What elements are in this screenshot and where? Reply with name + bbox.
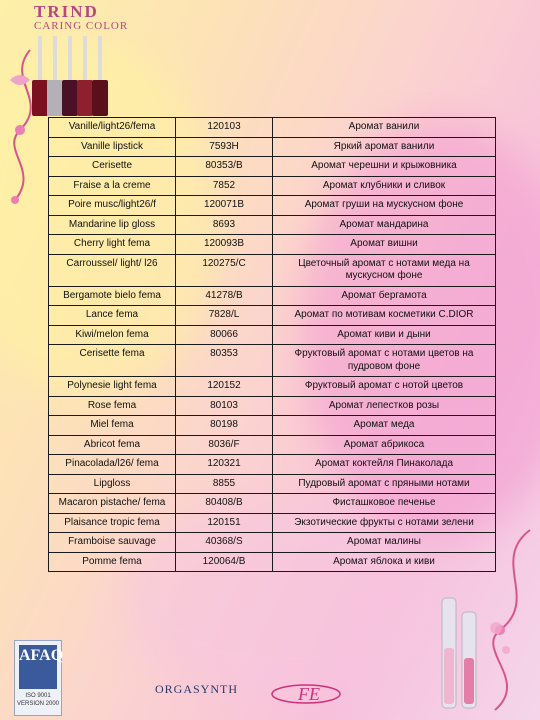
product-name-cell: Cerisette xyxy=(49,157,176,177)
product-code-cell: 120275/C xyxy=(176,254,273,286)
table-row xyxy=(49,235,496,255)
product-code-cell: 41278/B xyxy=(176,286,273,306)
product-name-cell: Pomme fema xyxy=(49,552,176,572)
afaq-logo xyxy=(14,640,62,716)
table-row xyxy=(49,435,496,455)
table-row xyxy=(49,137,496,157)
product-name-cell: Poire musc/light26/f xyxy=(49,196,176,216)
product-name-cell: Vanille lipstick xyxy=(49,137,176,157)
table-row xyxy=(49,513,496,533)
product-name-cell: Plaisance tropic fema xyxy=(49,513,176,533)
product-code-cell: 120321 xyxy=(176,455,273,475)
table-row xyxy=(49,176,496,196)
product-code-cell: 80353/B xyxy=(176,157,273,177)
aroma-description-cell: Аромат по мотивам косметики C.DIOR xyxy=(273,306,496,326)
product-code-cell: 120064/B xyxy=(176,552,273,572)
product-code-cell: 80103 xyxy=(176,396,273,416)
aroma-description-cell: Аромат меда xyxy=(273,416,496,436)
fragrance-table xyxy=(48,117,496,572)
aroma-description-cell: Аромат мандарина xyxy=(273,215,496,235)
aroma-description-cell: Аромат абрикоса xyxy=(273,435,496,455)
fe-logo xyxy=(268,678,358,710)
product-code-cell: 7828/L xyxy=(176,306,273,326)
aroma-description-cell: Аромат клубники и сливок xyxy=(273,176,496,196)
product-code-cell: 7593H xyxy=(176,137,273,157)
table-row xyxy=(49,396,496,416)
product-name-cell: Framboise sauvage xyxy=(49,533,176,553)
product-code-cell: 40368/S xyxy=(176,533,273,553)
aroma-description-cell: Фруктовый аромат с нотами цветов на пудровом фоне xyxy=(273,345,496,377)
aroma-description-cell: Пудровый аромат с пряными нотами xyxy=(273,474,496,494)
aroma-description-cell: Фруктовый аромат с нотой цветов xyxy=(273,377,496,397)
product-code-cell: 80353 xyxy=(176,345,273,377)
table-row xyxy=(49,377,496,397)
product-name-cell: Mandarine lip gloss xyxy=(49,215,176,235)
product-name-cell: Carroussel/ light/ l26 xyxy=(49,254,176,286)
table-row xyxy=(49,157,496,177)
aroma-description-cell: Аромат яблока и киви xyxy=(273,552,496,572)
product-name-cell: Vanille/light26/fema xyxy=(49,118,176,138)
product-code-cell: 8855 xyxy=(176,474,273,494)
aroma-description-cell: Аромат бергамота xyxy=(273,286,496,306)
table-row xyxy=(49,455,496,475)
product-name-cell: Rose fema xyxy=(49,396,176,416)
product-name-cell: Miel fema xyxy=(49,416,176,436)
aroma-description-cell: Яркий аромат ванили xyxy=(273,137,496,157)
product-name-cell: Macaron pistache/ fema xyxy=(49,494,176,514)
aroma-description-cell: Аромат груши на мускусном фоне xyxy=(273,196,496,216)
table-row xyxy=(49,494,496,514)
product-name-cell: Bergamote bielo fema xyxy=(49,286,176,306)
product-name-cell: Kiwi/melon fema xyxy=(49,325,176,345)
afaq-mark: AFAQ xyxy=(19,645,57,689)
aroma-description-cell: Экзотические фрукты с нотами зелени xyxy=(273,513,496,533)
product-code-cell: 120103 xyxy=(176,118,273,138)
brand-name: TRIND xyxy=(34,2,99,21)
product-code-cell: 80408/B xyxy=(176,494,273,514)
table-row xyxy=(49,306,496,326)
table-row xyxy=(49,196,496,216)
product-code-cell: 8036/F xyxy=(176,435,273,455)
fe-logo-text: FE xyxy=(298,684,320,704)
nail-polish-bottles-image xyxy=(26,36,116,122)
aroma-description-cell: Аромат лепестков розы xyxy=(273,396,496,416)
product-name-cell: Lance fema xyxy=(49,306,176,326)
aroma-description-cell: Аромат вишни xyxy=(273,235,496,255)
product-name-cell: Polynesie light fema xyxy=(49,377,176,397)
product-code-cell: 80198 xyxy=(176,416,273,436)
product-code-cell: 120152 xyxy=(176,377,273,397)
aroma-description-cell: Аромат киви и дыни xyxy=(273,325,496,345)
table-row xyxy=(49,533,496,553)
lip-gloss-image xyxy=(436,588,526,714)
table-row xyxy=(49,474,496,494)
product-code-cell: 120093B xyxy=(176,235,273,255)
aroma-description-cell: Аромат черешни и крыжовника xyxy=(273,157,496,177)
product-name-cell: Abricot fema xyxy=(49,435,176,455)
table-row xyxy=(49,416,496,436)
product-code-cell: 120071B xyxy=(176,196,273,216)
brand-logo xyxy=(34,2,128,32)
table-row xyxy=(49,325,496,345)
aroma-description-cell: Аромат малины xyxy=(273,533,496,553)
table-row xyxy=(49,552,496,572)
afaq-version-text: VERSION 2000 xyxy=(16,701,60,707)
product-code-cell: 120151 xyxy=(176,513,273,533)
product-name-cell: Pinacolada/l26/ fema xyxy=(49,455,176,475)
orgasynth-logo-text: ORGASYNTH xyxy=(155,682,239,696)
aroma-description-cell: Аромат ванили xyxy=(273,118,496,138)
orgasynth-logo xyxy=(155,682,238,697)
table-row xyxy=(49,254,496,286)
aroma-description-cell: Аромат коктейля Пинаколада xyxy=(273,455,496,475)
aroma-description-cell: Цветочный аромат с нотами меда на мускусном фоне xyxy=(273,254,496,286)
product-name-cell: Lipgloss xyxy=(49,474,176,494)
product-name-cell: Cerisette fema xyxy=(49,345,176,377)
table-row xyxy=(49,118,496,138)
product-name-cell: Cherry light fema xyxy=(49,235,176,255)
table-row xyxy=(49,286,496,306)
table-row xyxy=(49,215,496,235)
brand-tagline: CARING COLOR xyxy=(34,20,129,32)
product-code-cell: 80066 xyxy=(176,325,273,345)
product-code-cell: 8693 xyxy=(176,215,273,235)
product-code-cell: 7852 xyxy=(176,176,273,196)
afaq-iso-text: ISO 9001 xyxy=(25,693,51,699)
aroma-description-cell: Фисташковое печенье xyxy=(273,494,496,514)
product-name-cell: Fraise a la creme xyxy=(49,176,176,196)
table-row xyxy=(49,345,496,377)
